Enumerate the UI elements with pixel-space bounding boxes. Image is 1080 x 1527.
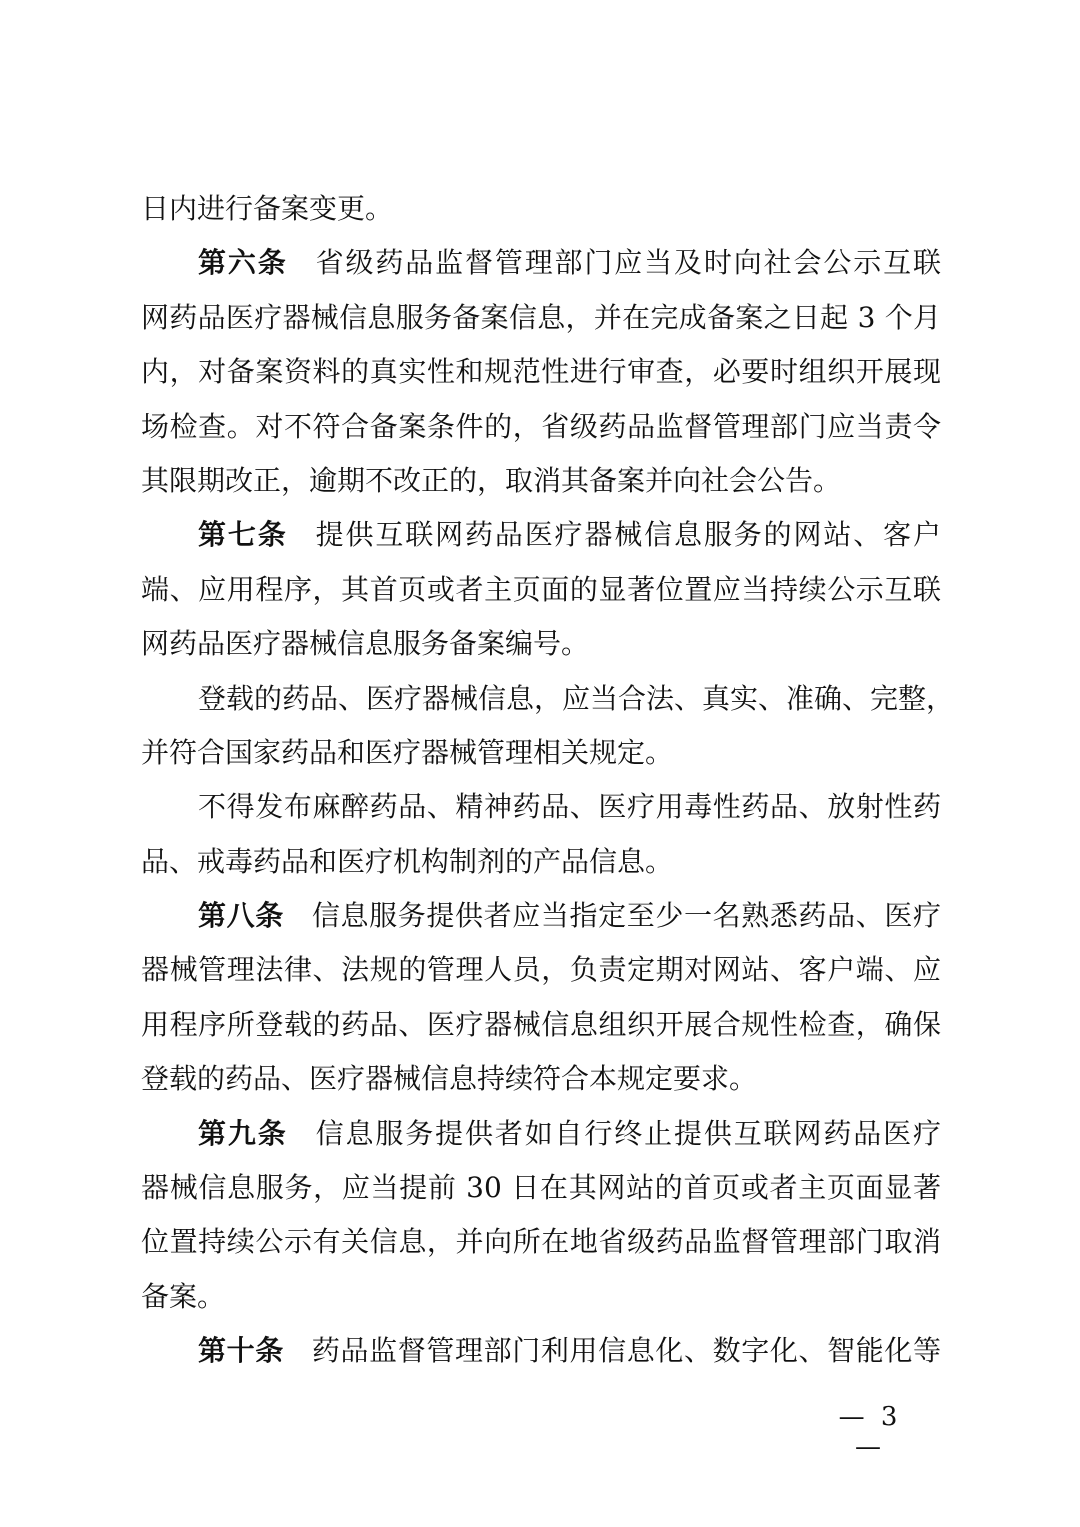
line-text: 品、戒毒药品和医疗机构制剂的产品信息。 bbox=[141, 844, 674, 878]
text-line bbox=[141, 400, 941, 454]
line-text: 药品监督管理部门利用信息化、数字化、智能化等 bbox=[311, 1334, 941, 1368]
line-text: 并符合国家药品和医疗器械管理相关规定。 bbox=[141, 735, 674, 769]
document-body bbox=[141, 182, 955, 1379]
page-number: — 3 — bbox=[838, 1402, 902, 1462]
line-text: 日内进行备案变更。 bbox=[141, 192, 394, 225]
text-line bbox=[141, 182, 941, 236]
article-heading: 第七条 bbox=[198, 518, 288, 552]
line-text: 其限期改正，逾期不改正的，取消其备案并向社会公告。 bbox=[141, 463, 842, 497]
text-line bbox=[141, 345, 941, 399]
article-heading: 第九条 bbox=[198, 1116, 288, 1150]
text-line bbox=[141, 943, 941, 997]
line-text: 器械管理法律、法规的管理人员，负责定期对网站、客户端、应 bbox=[141, 953, 941, 987]
line-text: 信息服务提供者应当指定至少一名熟悉药品、医疗 bbox=[311, 899, 941, 933]
text-line bbox=[141, 835, 941, 889]
article-9-line bbox=[141, 1107, 941, 1161]
line-text: 端、应用程序，其首页或者主页面的显著位置应当持续公示互联 bbox=[141, 572, 941, 606]
line-text: 内，对备案资料的真实性和规范性进行审查，必要时组织开展现 bbox=[141, 355, 941, 389]
text-line bbox=[141, 1270, 941, 1324]
text-line bbox=[141, 780, 941, 834]
text-line bbox=[141, 454, 941, 508]
line-text: 登载的药品、医疗器械信息，应当合法、真实、准确、完整， bbox=[198, 681, 955, 715]
line-text: 信息服务提供者如自行终止提供互联网药品医疗 bbox=[315, 1116, 941, 1150]
line-text: 备案。 bbox=[141, 1279, 226, 1313]
article-10-line bbox=[141, 1324, 941, 1378]
line-text: 用程序所登载的药品、医疗器械信息组织开展合规性检查，确保 bbox=[141, 1007, 941, 1041]
line-text: 位置持续公示有关信息，并向所在地省级药品监督管理部门取消 bbox=[141, 1225, 941, 1259]
text-line bbox=[141, 998, 941, 1052]
line-text: 省级药品监督管理部门应当及时向社会公示互联 bbox=[315, 246, 941, 280]
line-text: 不得发布麻醉药品、精神药品、医疗用毒性药品、放射性药 bbox=[198, 790, 941, 824]
text-line bbox=[141, 1052, 941, 1106]
article-6-line bbox=[141, 236, 941, 290]
article-8-line bbox=[141, 889, 941, 943]
line-text: 网药品医疗器械信息服务备案信息，并在完成备案之日起 3 个月 bbox=[141, 300, 941, 334]
line-text: 网药品医疗器械信息服务备案编号。 bbox=[141, 627, 590, 661]
text-line bbox=[141, 672, 955, 726]
line-text: 器械信息服务，应当提前 30 日在其网站的首页或者主页面显著 bbox=[141, 1171, 941, 1205]
text-line bbox=[141, 617, 941, 671]
text-line bbox=[141, 563, 941, 617]
line-text: 场检查。对不符合备案条件的，省级药品监督管理部门应当责令 bbox=[141, 409, 941, 443]
line-text: 提供互联网药品医疗器械信息服务的网站、客户 bbox=[315, 518, 941, 552]
text-line bbox=[141, 1215, 941, 1269]
article-heading: 第十条 bbox=[198, 1334, 284, 1368]
article-heading: 第六条 bbox=[198, 246, 288, 280]
text-line bbox=[141, 291, 941, 345]
text-line bbox=[141, 1161, 941, 1215]
text-line bbox=[141, 726, 941, 780]
line-text: 登载的药品、医疗器械信息持续符合本规定要求。 bbox=[141, 1062, 758, 1096]
article-7-line bbox=[141, 508, 941, 562]
article-heading: 第八条 bbox=[198, 899, 284, 933]
